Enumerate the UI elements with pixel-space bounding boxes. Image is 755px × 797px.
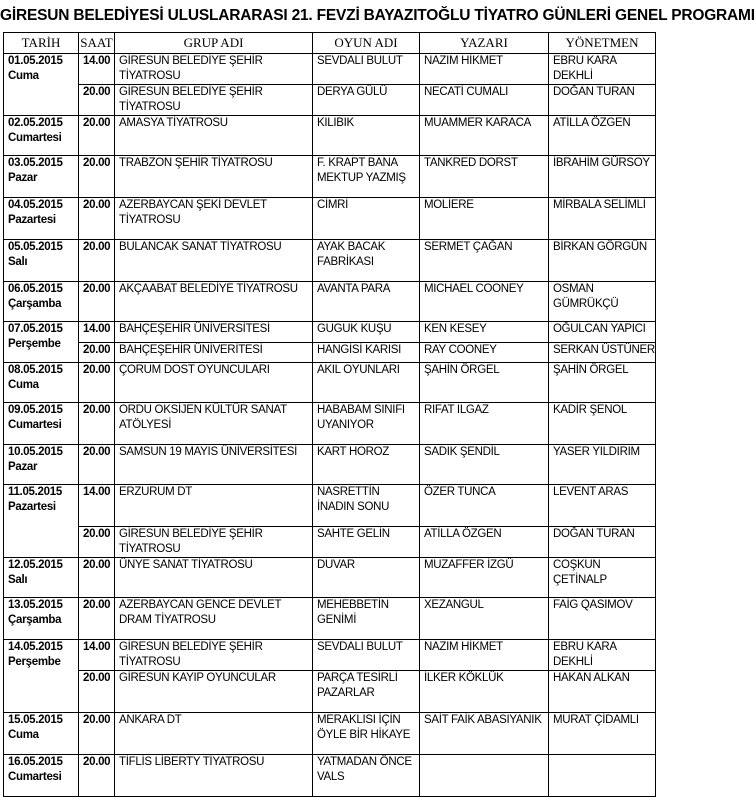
group-cell: GİRESUN BELEDİYE ŞEHİR TİYATROSU	[115, 85, 313, 116]
author-cell: ATİLLA ÖZGEN	[420, 527, 549, 558]
author-cell: MICHAEL COONEY	[420, 282, 549, 322]
table-row	[4, 403, 656, 445]
time-cell: 20.00	[79, 240, 115, 282]
date-text: 15.05.2015	[8, 714, 63, 726]
director-cell: LEVENT ARAS	[549, 485, 656, 527]
director-cell: MURAT ÇİDAMLI	[549, 713, 656, 755]
time-cell: 20.00	[79, 156, 115, 198]
play-cell: CİMRİ	[313, 198, 420, 240]
director-cell: OSMAN GÜMRÜKÇÜ	[549, 282, 656, 322]
program-table	[3, 32, 656, 797]
date-text: 13.05.2015	[8, 599, 63, 611]
weekday-text: Pazar	[8, 172, 38, 184]
weekday-text: Cuma	[8, 729, 39, 741]
author-cell: SADIK ŞENDİL	[420, 445, 549, 485]
group-cell: AZERBAYCAN ŞEKİ DEVLET TİYATROSU	[115, 198, 313, 240]
table-row	[4, 558, 656, 598]
author-cell: MUAMMER KARACA	[420, 116, 549, 156]
time-cell: 14.00	[79, 54, 115, 85]
group-cell: BAHÇEŞEHİR ÜNİVERİTESİ	[115, 343, 313, 363]
group-cell: ÇORUM DOST OYUNCULARI	[115, 363, 313, 403]
date-text: 06.05.2015	[8, 283, 63, 295]
weekday-text: Cuma	[8, 379, 39, 391]
play-cell: AKIL OYUNLARI	[313, 363, 420, 403]
program-body	[4, 54, 656, 797]
time-cell: 20.00	[79, 198, 115, 240]
director-cell: MİRBALA SELİMLİ	[549, 198, 656, 240]
group-cell: BAHÇEŞEHİR ÜNİVERSİTESİ	[115, 322, 313, 343]
header-row	[4, 33, 656, 54]
play-cell: F. KRAPT BANA MEKTUP YAZMIŞ	[313, 156, 420, 198]
group-cell: TRABZON ŞEHİR TİYATROSU	[115, 156, 313, 198]
table-row	[4, 85, 656, 116]
date-cell	[4, 198, 79, 240]
table-row	[4, 485, 656, 527]
date-cell	[4, 54, 79, 116]
play-cell: AYAK BACAK FABRİKASI	[313, 240, 420, 282]
header-group: GRUP ADI	[115, 33, 313, 54]
date-cell	[4, 156, 79, 198]
date-cell	[4, 282, 79, 322]
table-row	[4, 322, 656, 343]
table-row	[4, 713, 656, 755]
table-row	[4, 198, 656, 240]
group-cell: AMASYA TİYATROSU	[115, 116, 313, 156]
header-date: TARİH	[4, 33, 79, 54]
date-text: 01.05.2015	[8, 55, 63, 67]
date-text: 12.05.2015	[8, 559, 63, 571]
group-cell: GİRESUN BELEDİYE ŞEHİR TİYATROSU	[115, 527, 313, 558]
weekday-text: Cumartesi	[8, 419, 62, 431]
weekday-text: Perşembe	[8, 338, 61, 350]
time-cell: 20.00	[79, 445, 115, 485]
director-cell: ATİLLA ÖZGEN	[549, 116, 656, 156]
date-text: 08.05.2015	[8, 364, 63, 376]
weekday-text: Pazartesi	[8, 214, 56, 226]
author-cell: KEN KESEY	[420, 322, 549, 343]
table-row	[4, 671, 656, 713]
play-cell: PARÇA TESİRLİ PAZARLAR	[313, 671, 420, 713]
author-cell	[420, 755, 549, 797]
play-cell: DUVAR	[313, 558, 420, 598]
group-cell: SAMSUN 19 MAYIS ÜNİVERSİTESİ	[115, 445, 313, 485]
group-cell: ORDU OKSİJEN KÜLTÜR SANAT ATÖLYESİ	[115, 403, 313, 445]
director-cell: OĞULCAN YAPICI	[549, 322, 656, 343]
author-cell: NECATİ CUMALI	[420, 85, 549, 116]
group-cell: AKÇAABAT BELEDİYE TİYATROSU	[115, 282, 313, 322]
time-cell: 14.00	[79, 322, 115, 343]
play-cell: SAHTE GELİN	[313, 527, 420, 558]
time-cell: 20.00	[79, 343, 115, 363]
weekday-text: Salı	[8, 574, 28, 586]
weekday-text: Perşembe	[8, 656, 61, 668]
header-director: YÖNETMEN	[549, 33, 656, 54]
time-cell: 20.00	[79, 282, 115, 322]
author-cell: ÖZER TUNCA	[420, 485, 549, 527]
play-cell: SEVDALI BULUT	[313, 640, 420, 671]
weekday-text: Çarşamba	[8, 614, 62, 626]
director-cell: EBRU KARA DEKHLİ	[549, 640, 656, 671]
table-row	[4, 755, 656, 797]
table-row	[4, 282, 656, 322]
table-row	[4, 640, 656, 671]
date-text: 14.05.2015	[8, 641, 63, 653]
time-cell: 20.00	[79, 85, 115, 116]
time-cell: 20.00	[79, 598, 115, 640]
table-row	[4, 363, 656, 403]
table-row	[4, 240, 656, 282]
table-row	[4, 156, 656, 198]
author-cell: ŞAHİN ÖRGEL	[420, 363, 549, 403]
table-row	[4, 343, 656, 363]
weekday-text: Çarşamba	[8, 298, 62, 310]
play-cell: YATMADAN ÖNCE VALS	[313, 755, 420, 797]
author-cell: RAY COONEY	[420, 343, 549, 363]
group-cell: ANKARA DT	[115, 713, 313, 755]
table-row	[4, 445, 656, 485]
author-cell: SERMET ÇAĞAN	[420, 240, 549, 282]
date-text: 16.05.2015	[8, 756, 63, 768]
group-cell: ÜNYE SANAT TİYATROSU	[115, 558, 313, 598]
date-cell	[4, 116, 79, 156]
date-cell	[4, 640, 79, 713]
time-cell: 20.00	[79, 527, 115, 558]
date-text: 02.05.2015	[8, 117, 63, 129]
author-cell: İLKER KÖKLÜK	[420, 671, 549, 713]
page-title: GİRESUN BELEDİYESİ ULUSLARARASI 21. FEVZİ BAYAZITOĞLU TİYATRO GÜNLERİ GENEL PROGRAMI	[0, 7, 755, 24]
date-cell	[4, 322, 79, 363]
group-cell: AZERBAYCAN GENCE DEVLET DRAM TİYATROSU	[115, 598, 313, 640]
group-cell: BULANCAK SANAT TİYATROSU	[115, 240, 313, 282]
director-cell: YASER YILDIRIM	[549, 445, 656, 485]
director-cell: ŞAHİN ÖRGEL	[549, 363, 656, 403]
table-row	[4, 527, 656, 558]
play-cell: SEVDALI BULUT	[313, 54, 420, 85]
play-cell: DERYA GÜLÜ	[313, 85, 420, 116]
play-cell: KILIBIK	[313, 116, 420, 156]
play-cell: GUGUK KUŞU	[313, 322, 420, 343]
director-cell: EBRU KARA DEKHLİ	[549, 54, 656, 85]
date-cell	[4, 403, 79, 445]
date-cell	[4, 713, 79, 755]
table-row	[4, 116, 656, 156]
weekday-text: Cuma	[8, 70, 39, 82]
time-cell: 14.00	[79, 640, 115, 671]
date-text: 07.05.2015	[8, 323, 63, 335]
time-cell: 20.00	[79, 755, 115, 797]
author-cell: RIFAT ILGAZ	[420, 403, 549, 445]
director-cell: KADİR ŞENOL	[549, 403, 656, 445]
header-play: OYUN ADI	[313, 33, 420, 54]
director-cell: SERKAN ÜSTÜNER	[549, 343, 656, 363]
director-cell: COŞKUN ÇETİNALP	[549, 558, 656, 598]
play-cell: KART HOROZ	[313, 445, 420, 485]
author-cell: MUZAFFER İZGÜ	[420, 558, 549, 598]
director-cell: BİRKAN GÖRGÜN	[549, 240, 656, 282]
weekday-text: Pazartesi	[8, 501, 56, 513]
author-cell: NAZIM HİKMET	[420, 54, 549, 85]
time-cell: 20.00	[79, 671, 115, 713]
author-cell: NAZIM HİKMET	[420, 640, 549, 671]
time-cell: 20.00	[79, 363, 115, 403]
author-cell: TANKRED DORST	[420, 156, 549, 198]
author-cell: MOLİERE	[420, 198, 549, 240]
weekday-text: Pazar	[8, 461, 38, 473]
play-cell: MERAKLISI İÇİN ÖYLE BİR HİKAYE	[313, 713, 420, 755]
play-cell: AVANTA PARA	[313, 282, 420, 322]
time-cell: 14.00	[79, 485, 115, 527]
author-cell: XEZANGUL	[420, 598, 549, 640]
group-cell: GİRESUN BELEDİYE ŞEHİR TİYATROSU	[115, 54, 313, 85]
date-cell	[4, 363, 79, 403]
date-cell	[4, 598, 79, 640]
play-cell: HANGİSİ KARISI	[313, 343, 420, 363]
play-cell: HABABAM SINIFI UYANIYOR	[313, 403, 420, 445]
time-cell: 20.00	[79, 558, 115, 598]
director-cell: İBRAHİM GÜRSOY	[549, 156, 656, 198]
table-row	[4, 598, 656, 640]
header-time: SAAT	[79, 33, 115, 54]
weekday-text: Cumartesi	[8, 771, 62, 783]
time-cell: 20.00	[79, 713, 115, 755]
date-text: 03.05.2015	[8, 157, 63, 169]
date-cell	[4, 445, 79, 485]
date-cell	[4, 755, 79, 797]
group-cell: ERZURUM DT	[115, 485, 313, 527]
director-cell: HAKAN ALKAN	[549, 671, 656, 713]
director-cell	[549, 755, 656, 797]
date-text: 04.05.2015	[8, 199, 63, 211]
play-cell: NASRETTİN İNADIN SONU	[313, 485, 420, 527]
author-cell: SAİT FAİK ABASIYANIK	[420, 713, 549, 755]
date-text: 05.05.2015	[8, 241, 63, 253]
director-cell: DOĞAN TURAN	[549, 527, 656, 558]
group-cell: GİRESUN KAYIP OYUNCULAR	[115, 671, 313, 713]
play-cell: MEHEBBETİN GENİMİ	[313, 598, 420, 640]
date-text: 09.05.2015	[8, 404, 63, 416]
time-cell: 20.00	[79, 403, 115, 445]
weekday-text: Salı	[8, 256, 28, 268]
date-text: 11.05.2015	[8, 486, 62, 498]
group-cell: TİFLİS LİBERTY TİYATROSU	[115, 755, 313, 797]
director-cell: DOĞAN TURAN	[549, 85, 656, 116]
group-cell: GİRESUN BELEDİYE ŞEHİR TİYATROSU	[115, 640, 313, 671]
header-author: YAZARI	[420, 33, 549, 54]
weekday-text: Cumartesi	[8, 132, 62, 144]
director-cell: FAİG QASIMOV	[549, 598, 656, 640]
date-cell	[4, 485, 79, 558]
date-cell	[4, 240, 79, 282]
date-text: 10.05.2015	[8, 446, 63, 458]
date-cell	[4, 558, 79, 598]
table-row	[4, 54, 656, 85]
time-cell: 20.00	[79, 116, 115, 156]
